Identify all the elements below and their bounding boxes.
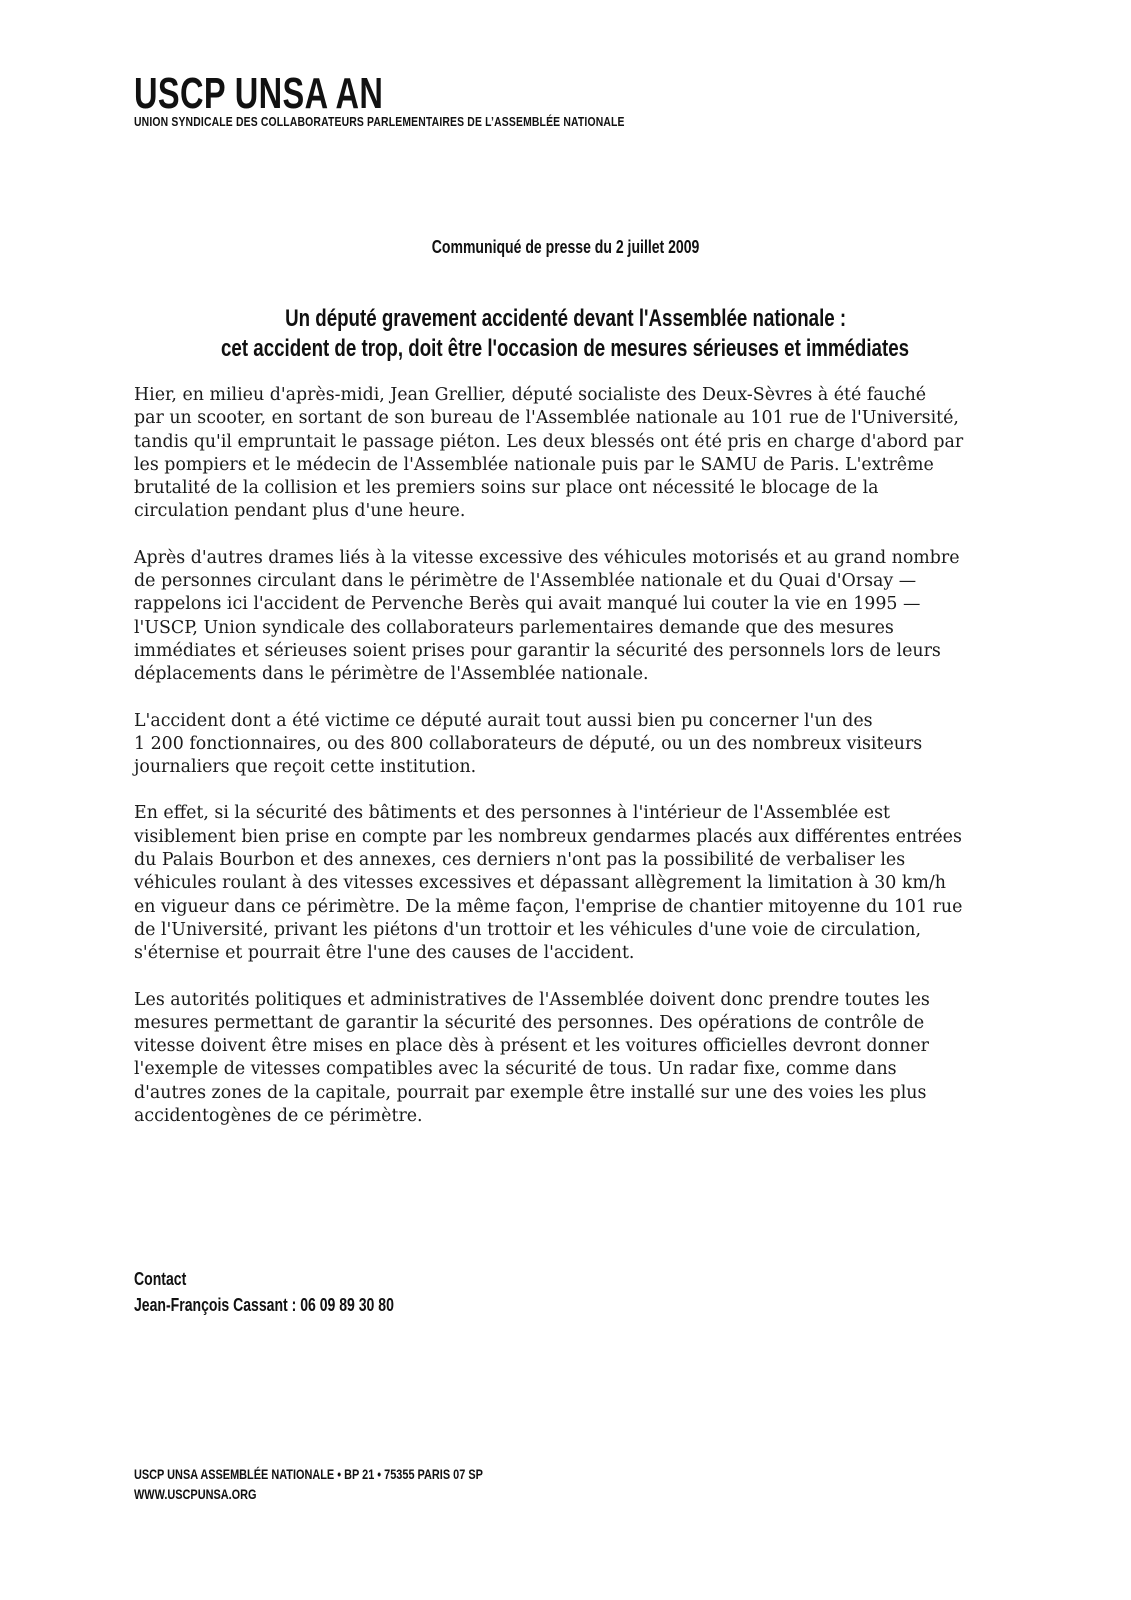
- footer-website: WWW.USCPUNSA.ORG: [134, 1486, 257, 1502]
- headline-line: [0, 335, 1131, 365]
- body-paragraph-3: L'accident dont a été victime ce député aurait tout aussi bien pu concerner l'un des 1 200 fonctionnaires, ou des 800 collaborateurs de député, ou un des nombreux visiteurs journaliers que reçoit cette institution.: [134, 710, 923, 778]
- footer-address: USCP UNSA ASSEMBLÉE NATIONALE • BP 21 • 75355 PARIS 07 SP: [134, 1466, 483, 1482]
- body-paragraph-4: En effet, si la sécurité des bâtiments et des personnes à l'intérieur de l'Assemblée est visiblement bien prise en compte par les nombreux gendarmes placés aux différentes entrées du Palais Bourbon et des annexes, ces derniers n'ont pas la possibilité de verbaliser les véhicules roulant à des vitesses excessives et dépassant allègrement la limitation à 30 km/h en vigueur dans ce périmètre. De la même façon, l'emprise de chantier mitoyenne du 101 rue de l'Université, privant les piétons d'un trottoir et les véhicules d'une voie de circulation, s'éternise et pourrait être l'une des causes de l'accident.: [134, 803, 963, 964]
- body-paragraph-1: Hier, en milieu d'après-midi, Jean Grellier, député socialiste des Deux-Sèvres à été fauché par un scooter, en sortant de son bureau de l'Assemblée nationale au 101 rue de l'Université, tandis qu'il empruntait le passage piéton. Les deux blessés ont été pris en charge d'abord par les pompiers et le médecin de l'Assemblée nationale puis par le SAMU de Paris. L'extrême brutalité de la collision et les premiers soins sur place ont nécessité le blocage de la circulation pendant plus d'une heure.: [134, 385, 964, 522]
- contact-person: Jean-François Cassant : 06 09 89 30 80: [134, 1295, 394, 1315]
- headline-line-2: cet accident de trop, doit être l'occasion de mesures sérieuses et immédiates: [221, 335, 910, 362]
- organization-name: USCP UNSA AN: [134, 69, 384, 118]
- headline: [0, 305, 1131, 365]
- body-text: [134, 384, 984, 1151]
- headline-line-1: Un député gravement accidenté devant l'Assemblée nationale :: [284, 305, 847, 332]
- body-paragraph-5: Les autorités politiques et administratives de l'Assemblée doivent donc prendre toutes les mesures permettant de garantir la sécurité des personnes. Des opérations de contrôle de vitesse doivent être mises en place dès à présent et les voitures officielles devront donner l'exemple de vitesses compatibles avec la sécurité de tous. Un radar fixe, comme dans d'autres zones de la capitale, pourrait par exemple être installé sur une des voies les plus accidentogènes de ce périmètre.: [134, 989, 930, 1127]
- body-paragraph-2: Après d'autres drames liés à la vitesse excessive des véhicules motorisés et au grand nombre de personnes circulant dans le périmètre de l'Assemblée nationale et du Quai d'Orsay — rappelons ici l'accident de Pervenche Berès qui avait manqué lui couter la vie en 1995 — l'USCP, Union syndicale des collaborateurs parlementaires demande que des mesures immédiates et sérieuses soient prises pour garantir la sécurité des personnels lors de leurs déplacements dans le périmètre de l'Assemblée nationale.: [134, 547, 960, 685]
- contact-label: Contact: [134, 1269, 187, 1289]
- press-release-date-text: Communiqué de presse du 2 juillet 2009: [431, 237, 700, 257]
- organization-full-name: UNION SYNDICALE DES COLLABORATEURS PARLEMENTAIRES DE L’ASSEMBLÉE NATIONALE: [134, 114, 625, 129]
- press-release-date: [0, 237, 1131, 258]
- headline-line: [0, 305, 1131, 335]
